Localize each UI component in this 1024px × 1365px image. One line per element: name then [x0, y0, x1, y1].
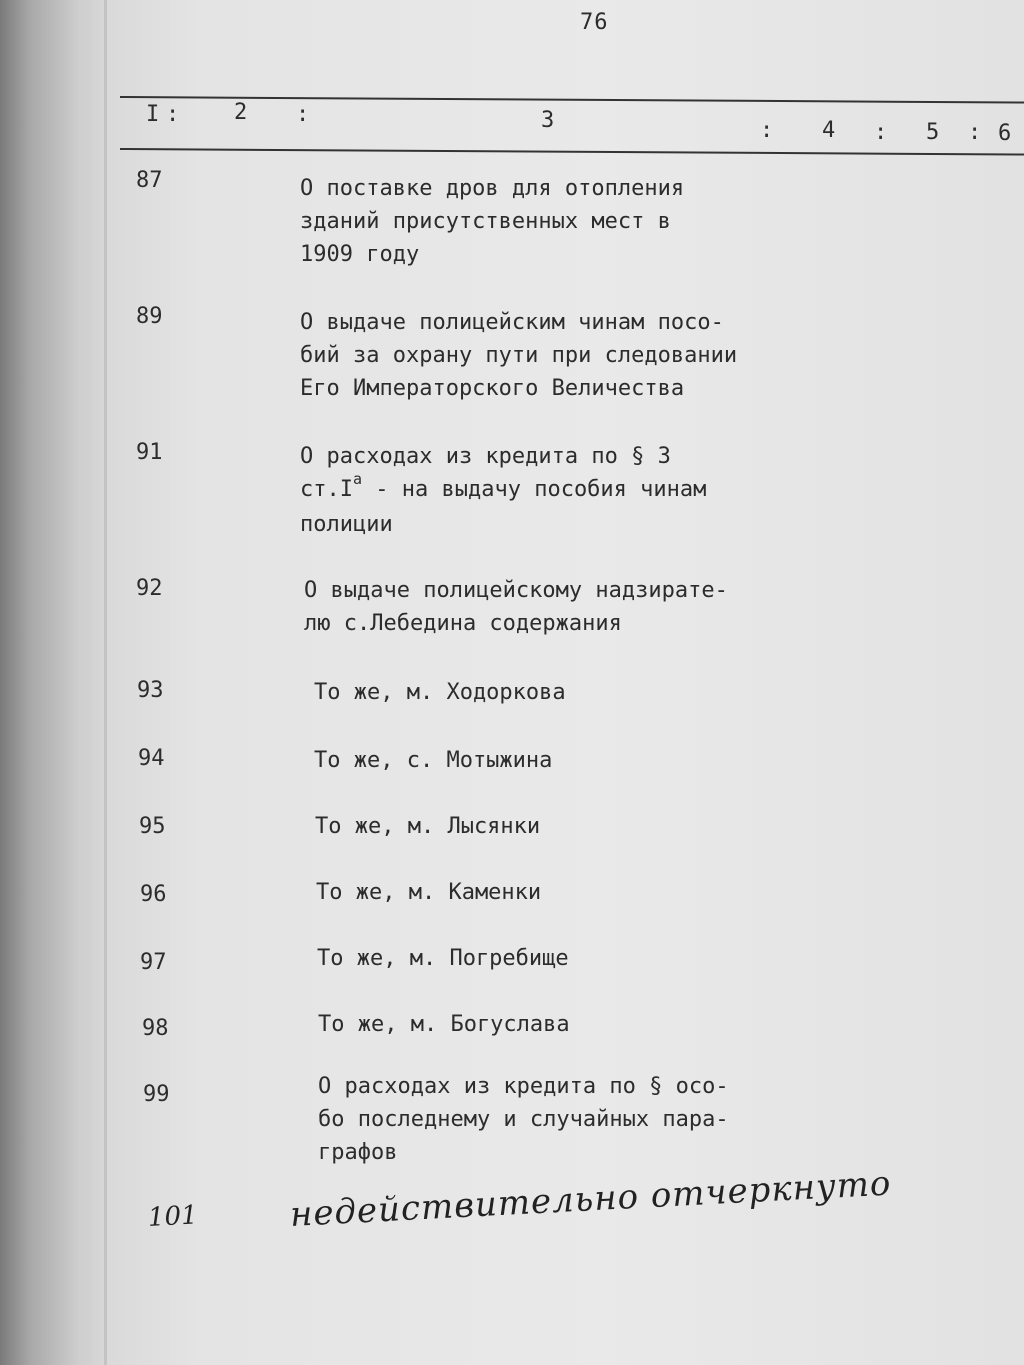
row-description: То же, с. Мотыжина: [314, 748, 553, 773]
row-number: 94: [138, 746, 165, 771]
row-number: 93: [137, 678, 164, 703]
header-rule-bottom: [120, 148, 1024, 156]
row-number: 97: [140, 950, 167, 975]
row-number: 87: [136, 168, 163, 193]
row-description: О выдаче полицейским чинам посо- бий за охрану пути при следовании Его Императорского Величества: [300, 310, 738, 401]
row-number: 89: [136, 304, 163, 329]
column-header-4: 4: [822, 118, 836, 143]
row-description: О выдаче полицейскому надзирате- лю с.Лебедина содержания: [304, 578, 728, 636]
header-rule-top: [120, 96, 1024, 104]
row-number: 99: [143, 1082, 170, 1107]
superscript: а: [352, 470, 363, 488]
row-number: 91: [136, 440, 163, 465]
row-description: То же, м. Каменки: [316, 880, 542, 905]
row-description: То же, м. Лысянки: [315, 814, 541, 839]
row-number: 92: [136, 576, 163, 601]
column-header-5: 5: [926, 120, 940, 145]
page-number: 76: [580, 10, 609, 35]
row-description-part: - на выдачу пособия чинам полиции: [300, 477, 707, 537]
row-number: 96: [140, 882, 167, 907]
row-number: 98: [142, 1016, 169, 1041]
handwritten-note: недействительно отчеркнуто: [288, 1163, 893, 1235]
row-description: О поставке дров для отопления зданий присутственных мест в 1909 году: [300, 176, 685, 267]
handwritten-number: 101: [147, 1200, 199, 1233]
column-header-3: 3: [541, 108, 555, 133]
column-header-1: I: [146, 102, 160, 127]
column-separator: :: [296, 102, 310, 127]
row-description: О расходах из кредита по § осо- бо последнему и случайных пара- графов: [318, 1074, 729, 1165]
column-separator: :: [968, 120, 982, 145]
row-description: [300, 440, 706, 541]
row-number: 95: [139, 814, 166, 839]
column-separator: :: [166, 102, 180, 127]
column-header-2: 2: [234, 100, 248, 125]
row-description: То же, м. Богуслава: [318, 1012, 570, 1037]
row-description-part: О расходах из кредита по § 3 ст.I: [300, 444, 671, 502]
row-description: То же, м. Погребище: [317, 946, 569, 971]
column-header-6: 6: [998, 121, 1012, 146]
book-spine-shadow: [0, 0, 108, 1365]
row-description: То же, м. Ходоркова: [314, 680, 566, 705]
column-separator: :: [874, 120, 888, 145]
column-separator: :: [760, 118, 774, 143]
page-edge: [104, 0, 107, 1365]
